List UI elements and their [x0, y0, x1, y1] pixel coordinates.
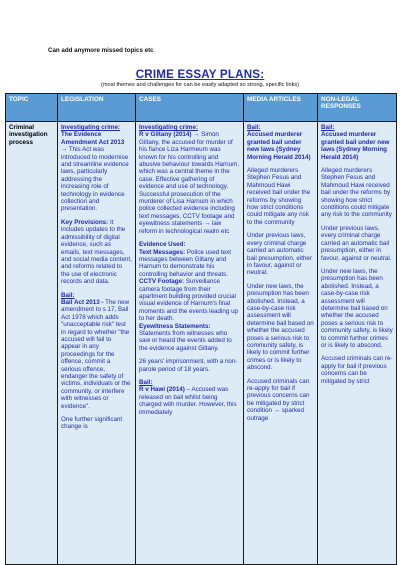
cases-cctv-text: Surveillance camera footage from their apartment building provided crucial visual evidence of Harnum's final moments and the events leading up to her death.: [139, 278, 239, 323]
cases-text-messages: [139, 249, 240, 279]
cases-heading-investigating: Investigating crime:: [139, 124, 199, 131]
media-heading-bail: Bail:: [247, 124, 261, 131]
media-articles-cell: [244, 122, 318, 565]
cases-heading-bail: Bail:: [139, 379, 153, 386]
cases-hawi: [139, 386, 240, 416]
cases-eyewitness-title: Eyewitness Statements:: [139, 322, 211, 330]
legislation-bail-act-text: The new amendment to s 17, Bail Act 1978 which adds "unacceptable risk" test in regard to whether "the accused will fail to appear in any proceedings for the offence, commit a serious offence, endanger the safety of victims, individuals or the community, or interfere with witnesses or evidence".: [61, 298, 131, 410]
cases-cell: [136, 122, 244, 565]
legislation-heading-investigating: Investigating crime:: [61, 124, 121, 131]
cases-eyewitness: [139, 323, 240, 353]
page-note: Can add anymore missed topics etc: [48, 47, 154, 54]
crime-essay-plan-table: [5, 93, 397, 565]
page-subtitle: (most themes and challenges for can be easily adapted so strong, specific links): [100, 82, 300, 88]
legislation-evidence-act-title: The Evidence Amendment Act 2013: [61, 131, 125, 146]
legislation-bail-act: [61, 299, 132, 410]
header-media-articles: MEDIA ARTICLES: [244, 94, 318, 122]
table-row: [6, 122, 397, 565]
legislation-key-provisions-text: It includes updates to the admissibility of digital evidence, such as emails, text messages, and social media content, and reforms related to the use of electronic records and data.: [61, 218, 132, 286]
table-header-row: [6, 94, 397, 122]
cases-giltany: [139, 131, 240, 235]
media-article-title: Accused murderer granted bail under new laws (Sydney Morning Herald 2014): [247, 131, 311, 161]
media-paragraph: Accused criminals can re-apply for bail if previous concerns can be mitigated by strict condition → sparked outrage: [247, 377, 310, 422]
cases-evidence-used: Evidence Used:: [139, 241, 186, 249]
header-legislation: LEGISLATION: [58, 94, 136, 122]
cases-giltany-text: → Simon Giltany, the accused for murder of his fiance Liza Harmeum was known for his controlling and abusive behaviour towards Harnum, which was a central theme in the case. Effective gathering of evidence and use of technology. Successful prosecution of the murderer of Lisa Harnum in which police collected evidence including text messages, CCTV footage and eyewitness statements → law reform in technological realm etc: [139, 131, 240, 235]
legislation-evidence-act: [61, 131, 132, 212]
cases-giltany-title: R v Giltany (2014): [139, 131, 192, 139]
cases-sentence: 26 years' imprisonment, with a non-parole period of 18 years.: [139, 358, 238, 373]
page-title: CRIME ESSAY PLANS:: [135, 68, 265, 81]
cases-eyewitness-text: Statements from witnesses who saw or heard the events added to the evidence against Giltany.: [139, 329, 232, 352]
topic-cell: [6, 122, 58, 565]
media-paragraph: Under previous laws, every criminal charge carried an automatic bail presumption, either in favour, against or neutral.: [247, 232, 312, 277]
cases-hawi-text: – Accused was released on bail whilst being charged with murder. However, this immediately: [139, 386, 237, 416]
cases-cctv-title: CCTV Footage:: [139, 278, 185, 286]
nonlegal-article-title: Accused murderer granted bail under new laws (Sydney Morning Herald 2014): [321, 131, 390, 161]
legislation-cell: [58, 122, 136, 565]
media-paragraph: Alleged murderers Stephen Fesus and Mahmoud Hawi received bail under the reforms by showing how strict conditions could mitigate any risk to the community: [247, 167, 311, 226]
header-non-legal-responses: NON-LEGAL RESPONSES: [318, 94, 397, 122]
media-paragraph: Under new laws, the presumption has been abolished. Instead, a case-by-case risk assessment will determine bail based on whether the accused poses a serious risk to community safety, is likely to commit further crimes or is likely to abscond.: [247, 282, 314, 372]
legislation-key-provisions: [61, 219, 132, 286]
cases-text-messages-text: Police used text messages between Giltany and Harnum to demonstrate his controlling behavior and threats.: [139, 248, 231, 278]
legislation-key-provisions-title: Key Provisions:: [61, 218, 109, 226]
legislation-further-change: One further significant change is: [61, 416, 123, 431]
nonlegal-paragraph: Accused criminals can re-apply for bail if previous concerns can be mitigated by strict: [321, 355, 393, 385]
nonlegal-paragraph: Alleged murderers Stephen Fesus and Mahmoud Hawi received bail under the reforms by showing how strict conditions could mitigate any risk to the community: [321, 167, 392, 219]
topic-label: Criminal investigation process: [9, 124, 48, 146]
legislation-heading-bail: Bail:: [61, 291, 75, 299]
nonlegal-paragraph: Under new laws, the presumption has been abolished. Instead, a case-by-case risk assessment will determine bail based on whether the accused poses a serious risk to community safety, is likely to commit further crimes or is likely to abscond.: [321, 267, 393, 349]
cases-text-messages-title: Text Messages:: [139, 248, 186, 256]
header-cases: CASES: [136, 94, 244, 122]
legislation-bail-act-title: Bail Act 2013 -: [61, 298, 104, 306]
nonlegal-paragraph: Under previous laws, every criminal charge carried an automatic bail presumption, either in favour, against or neutral.: [321, 224, 392, 262]
nonlegal-heading-bail: Bail:: [321, 124, 335, 131]
header-topic: TOPIC: [6, 94, 58, 122]
legislation-evidence-act-text: → This Act was introduced to modernise and streamline evidence laws, particularly addressing the increasing role of technology in evidence collection and presentation.: [61, 146, 129, 213]
cases-hawi-title: R v Hawi (2014): [139, 386, 185, 394]
non-legal-responses-cell: [318, 122, 397, 565]
cases-cctv: [139, 278, 240, 322]
